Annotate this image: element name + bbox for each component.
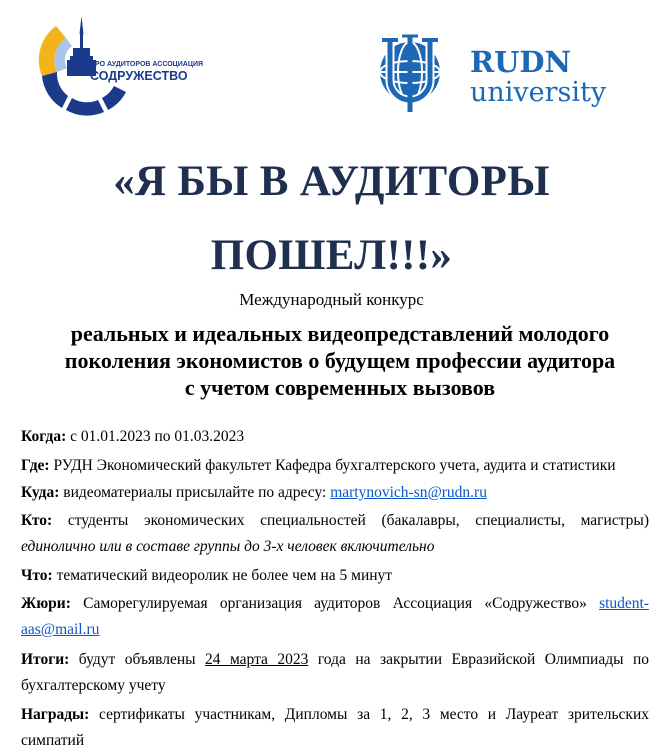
info-send-label: Куда: bbox=[21, 484, 60, 501]
info-results-label: Итоги: bbox=[21, 651, 70, 668]
info-results-text-after: года на закрытии Евразийской Олимпиады по bbox=[308, 651, 649, 668]
jury-email-link-part1[interactable]: student- bbox=[599, 595, 649, 612]
sro-logo bbox=[26, 4, 216, 116]
info-awards-line2: симпатий bbox=[21, 732, 85, 749]
rudn-logo bbox=[366, 34, 626, 116]
info-awards-text: сертификаты участникам, Дипломы за 1, 2, 3 место и Лауреат зрительских bbox=[89, 706, 649, 723]
rudn-logo-line2: university bbox=[470, 77, 607, 108]
info-who-label: Кто: bbox=[21, 512, 53, 529]
page-title-line1: «Я БЫ В АУДИТОРЫ bbox=[113, 158, 550, 205]
info-jury-text: Саморегулируемая организация аудиторов Ассоциация «Содружество» bbox=[70, 595, 600, 612]
send-email-link[interactable]: martynovich-sn@rudn.ru bbox=[330, 484, 487, 501]
description bbox=[20, 320, 660, 401]
info-where-text: РУДН Экономический факультет Кафедра бухгалтерского учета, аудита и статистики bbox=[49, 457, 616, 474]
info-results-text-before: будут объявлены bbox=[69, 651, 206, 668]
rudn-emblem-icon bbox=[380, 36, 440, 112]
info-send-text: видеоматериалы присылайте по адресу: bbox=[59, 484, 331, 501]
info-jury bbox=[21, 591, 649, 643]
info-who-text: студенты экономических специальностей (бакалавры, специалисты, магистры) bbox=[52, 512, 649, 529]
info-what bbox=[21, 563, 649, 589]
subtitle: Международный конкурс bbox=[239, 290, 424, 309]
sro-logo-line2: СОДРУЖЕСТВО bbox=[90, 69, 188, 83]
rudn-logo-line1: RUDN bbox=[470, 45, 572, 79]
info-where-label: Где: bbox=[21, 457, 50, 474]
description-line3: с учетом современных вызовов bbox=[184, 375, 496, 400]
info-when bbox=[21, 424, 649, 450]
sro-logo-line1: СРО АУДИТОРОВ АССОЦИАЦИЯ bbox=[90, 61, 204, 68]
info-awards bbox=[21, 702, 649, 754]
info-where bbox=[21, 453, 649, 479]
info-send bbox=[21, 480, 649, 506]
info-what-label: Что: bbox=[21, 567, 53, 584]
info-jury-label: Жюри: bbox=[21, 595, 71, 612]
info-results-line2: бухгалтерскому учету bbox=[21, 677, 166, 694]
page-title-line2: ПОШЕЛ!!!» bbox=[210, 232, 453, 279]
description-line1: реальных и идеальных видеопредставлений молодого bbox=[70, 321, 610, 346]
info-when-text: с 01.01.2023 по 01.03.2023 bbox=[66, 428, 245, 445]
info-what-text: тематический видеоролик не более чем на 5 минут bbox=[52, 567, 393, 584]
description-line2: поколения экономистов о будущем профессии аудитора bbox=[64, 348, 616, 373]
jury-email-link-part2[interactable]: aas@mail.ru bbox=[21, 621, 100, 638]
info-results-date: 24 марта 2023 bbox=[205, 651, 309, 668]
info-who-note: единолично или в составе группы до 3-х человек включительно bbox=[21, 538, 435, 555]
info-results bbox=[21, 647, 649, 699]
info-awards-label: Награды: bbox=[21, 706, 90, 723]
info-who bbox=[21, 508, 649, 560]
info-when-label: Когда: bbox=[21, 428, 67, 445]
